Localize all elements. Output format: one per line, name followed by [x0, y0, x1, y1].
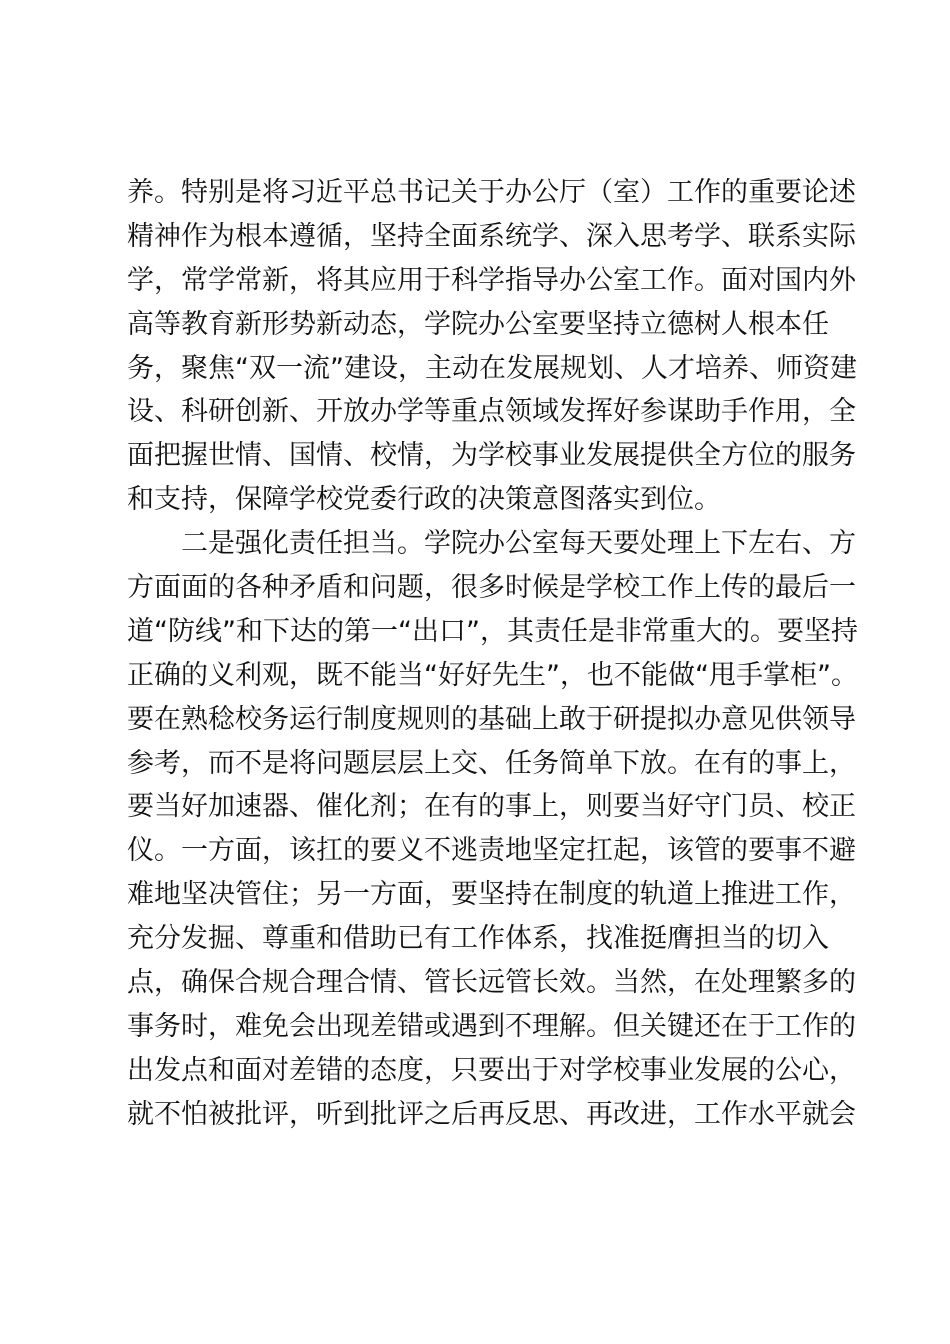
text-line: 务，聚焦“双一流”建设，主动在发展规划、人才培养、师资建 [127, 352, 857, 384]
text-line: 参考，而不是将问题层层上交、任务简单下放。在有的事上， [127, 747, 856, 779]
text-line: 学，常学常新，将其应用于科学指导办公室工作。面对国内外 [127, 264, 856, 296]
paragraph-2 [127, 522, 858, 1136]
text-line: 道“防线”和下达的第一“出口”，其责任是非常重大的。要坚持 [127, 615, 858, 647]
text-line: 仪。一方面，该扛的要义不逃责地坚定扛起，该管的要事不避 [127, 835, 856, 867]
text-line: 设、科研创新、开放办学等重点领域发挥好参谋助手作用，全 [127, 396, 856, 428]
text-line: 养。特别是将习近平总书记关于办公厅（室）工作的重要论述 [127, 177, 856, 208]
paragraph-1 [127, 171, 857, 522]
text-line: 方面面的各种矛盾和问题，很多时候是学校工作上传的最后一 [127, 572, 856, 604]
text-line: 正确的义利观，既不能当“好好先生”，也不能做“甩手掌柜”。 [127, 659, 858, 691]
text-line: 二是强化责任担当。学院办公室每天要处理上下左右、方 [181, 528, 856, 560]
text-line: 点，确保合规合理合情、管长远管长效。当然，在处理繁多的 [127, 967, 856, 999]
text-line: 面把握世情、国情、校情，为学校事业发展提供全方位的服务 [127, 440, 856, 472]
text-line: 要在熟稔校务运行制度规则的基础上敢于研提拟办意见供领导 [127, 703, 856, 735]
text-line: 难地坚决管住；另一方面，要坚持在制度的轨道上推进工作， [127, 879, 856, 911]
text-line: 和支持，保障学校党委行政的决策意图落实到位。 [127, 484, 721, 516]
body-text [127, 171, 858, 1137]
text-line: 充分发掘、尊重和借助已有工作体系，找准挺膺担当的切入 [127, 923, 829, 955]
text-line: 出发点和面对差错的态度，只要出于对学校事业发展的公心， [127, 1054, 856, 1086]
text-line: 要当好加速器、催化剂；在有的事上，则要当好守门员、校正 [127, 791, 856, 823]
text-line: 就不怕被批评，听到批评之后再反思、再改进，工作水平就会 [127, 1098, 856, 1130]
text-line: 事务时，难免会出现差错或遇到不理解。但关键还在于工作的 [127, 1010, 856, 1042]
text-line: 精神作为根本遵循，坚持全面系统学、深入思考学、联系实际 [127, 220, 856, 252]
text-line: 高等教育新形势新动态，学院办公室要坚持立德树人根本任 [127, 308, 829, 340]
